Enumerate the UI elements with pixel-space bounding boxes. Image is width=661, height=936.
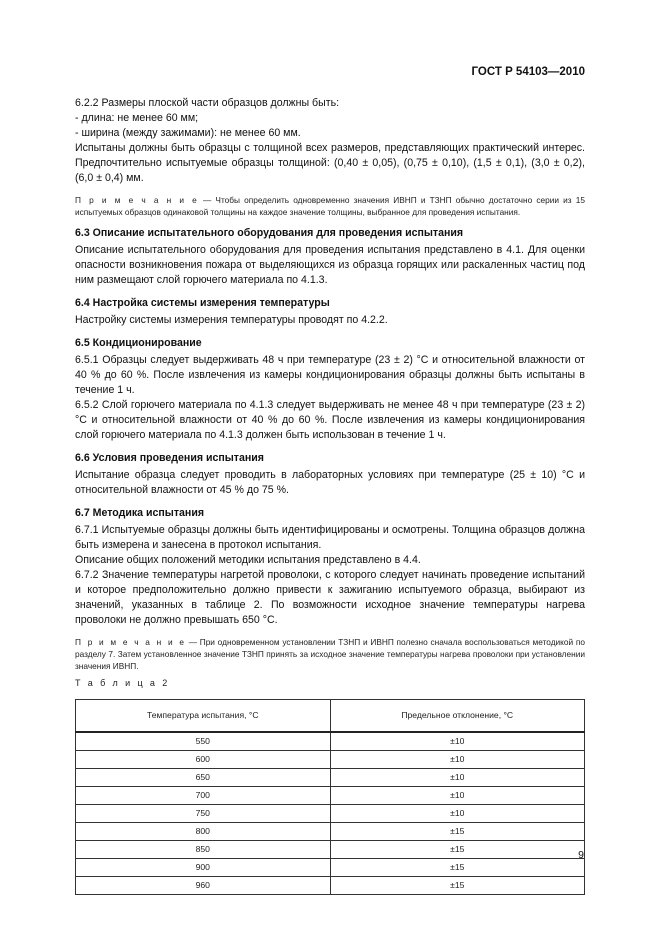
table-row [76, 787, 585, 805]
table-caption: Т а б л и ц а 2 [75, 678, 170, 688]
cell-deviation: ±15 [330, 841, 585, 859]
cell-deviation: ±10 [330, 805, 585, 823]
note-text: — При одновременном установлении ТЗНП и ИВНП полезно сначала воспользоваться методикой по разделу 7. Затем установленное значение ТЗНП принять за исходное значение температуры нагрева проволоки при установлении значения ИВНП. [75, 637, 586, 671]
note-label: П р и м е ч а н и е [75, 195, 199, 205]
document-body [75, 96, 585, 895]
note-1 [75, 194, 585, 218]
table-row [76, 841, 585, 859]
column-header-temperature: Температура испытания, °С [76, 700, 331, 733]
heading-6-4: 6.4 Настройка системы измерения температуры [75, 297, 330, 309]
cell-temperature: 850 [76, 841, 331, 859]
para-6-3: Описание испытательного оборудования для проведения испытания представлено в 4.1. Для оценки опасности возникновения пожара от выделяющихся из образца горящих или раскаленных частиц под ним размещают слой горючего материала по 4.1.3. [75, 244, 585, 286]
para-6-7-2: 6.7.2 Значение температуры нагретой проволоки, с которого следует начинать проведение испытаний и которое предположительно должно привести к зажиганию испытуемого образца, выбирают из значений, указанных в таблице 2. По возможности исходное значение температуры нагрева проволоки не должно превышать 650 °С. [75, 569, 585, 626]
cell-temperature: 700 [76, 787, 331, 805]
cell-deviation: ±15 [330, 877, 585, 895]
note-label: П р и м е ч а н и е [75, 637, 186, 647]
cell-deviation: ±10 [330, 787, 585, 805]
list-item-width: - ширина (между зажимами): не менее 60 мм. [75, 127, 301, 139]
para-6-5-2: 6.5.2 Слой горючего материала по 4.1.3 следует выдерживать не менее 48 ч при температуре (23 ± 2) °С и относительной влажности от 40 % до 60 %. После извлечения из камеры кондиционирования слой горючего материала по 4.1.3 должен быть использован в течение 1 ч. [75, 399, 585, 441]
cell-deviation: ±10 [330, 732, 585, 751]
note-text: — Чтобы определить одновременно значения ИВНП и ТЗНП обычно достаточно серии из 15 испытуемых образцов одинаковой толщины на каждое значение толщины, выбранное для проведения испытания. [75, 195, 585, 217]
cell-temperature: 960 [76, 877, 331, 895]
table-row [76, 823, 585, 841]
table-row [76, 859, 585, 877]
heading-6-5: 6.5 Кондиционирование [75, 337, 202, 349]
cell-temperature: 800 [76, 823, 331, 841]
cell-deviation: ±10 [330, 769, 585, 787]
cell-temperature: 900 [76, 859, 331, 877]
para-6-5-1: 6.5.1 Образцы следует выдерживать 48 ч при температуре (23 ± 2) °С и относительной влажности от 40 % до 60 %. После извлечения из камеры кондиционирования образцы должны быть испытаны в течение 1 ч. [75, 354, 585, 396]
column-header-deviation: Предельное отклонение, °С [330, 700, 585, 733]
heading-6-3: 6.3 Описание испытательного оборудования для проведения испытания [75, 227, 464, 239]
list-item-length: - длина: не менее 60 мм; [75, 112, 199, 124]
cell-temperature: 650 [76, 769, 331, 787]
temperature-table [75, 699, 585, 895]
para-6-6: Испытание образца следует проводить в лабораторных условиях при температуре (25 ± 10) °С и относительной влажности от 45 % до 75 %. [75, 469, 585, 496]
cell-deviation: ±10 [330, 751, 585, 769]
para-6-2-2: 6.2.2 Размеры плоской части образцов должны быть: [75, 97, 340, 109]
para-6-4: Настройку системы измерения температуры проводят по 4.2.2. [75, 314, 388, 326]
table-row [76, 751, 585, 769]
heading-6-7: 6.7 Методика испытания [75, 507, 205, 519]
table-header-row [76, 700, 585, 733]
cell-deviation: ±15 [330, 823, 585, 841]
cell-deviation: ±15 [330, 859, 585, 877]
table-row [76, 805, 585, 823]
cell-temperature: 750 [76, 805, 331, 823]
cell-temperature: 600 [76, 751, 331, 769]
note-2 [75, 636, 585, 672]
heading-6-6: 6.6 Условия проведения испытания [75, 452, 264, 464]
page-number: 9 [578, 849, 584, 861]
table-row [76, 732, 585, 751]
table-row [76, 877, 585, 895]
para-thickness: Испытаны должны быть образцы с толщиной всех размеров, представляющих практический интерес. Предпочтительно испытуемые образцы толщиной: (0,40 ± 0,05), (0,75 ± 0,10), (1,5 ± 0,1), (3,0 ± 0,2), (6,0 ± 0,4) мм. [75, 142, 585, 184]
para-6-7-1: 6.7.1 Испытуемые образцы должны быть идентифицированы и осмотрены. Толщина образцов должна быть измерена и занесена в протокол испытания. [75, 524, 585, 551]
para-6-7-1-b: Описание общих положений методики испытания представлено в 4.4. [75, 554, 421, 566]
page-header: ГОСТ Р 54103—2010 [471, 66, 585, 78]
table-row [76, 769, 585, 787]
cell-temperature: 550 [76, 732, 331, 751]
